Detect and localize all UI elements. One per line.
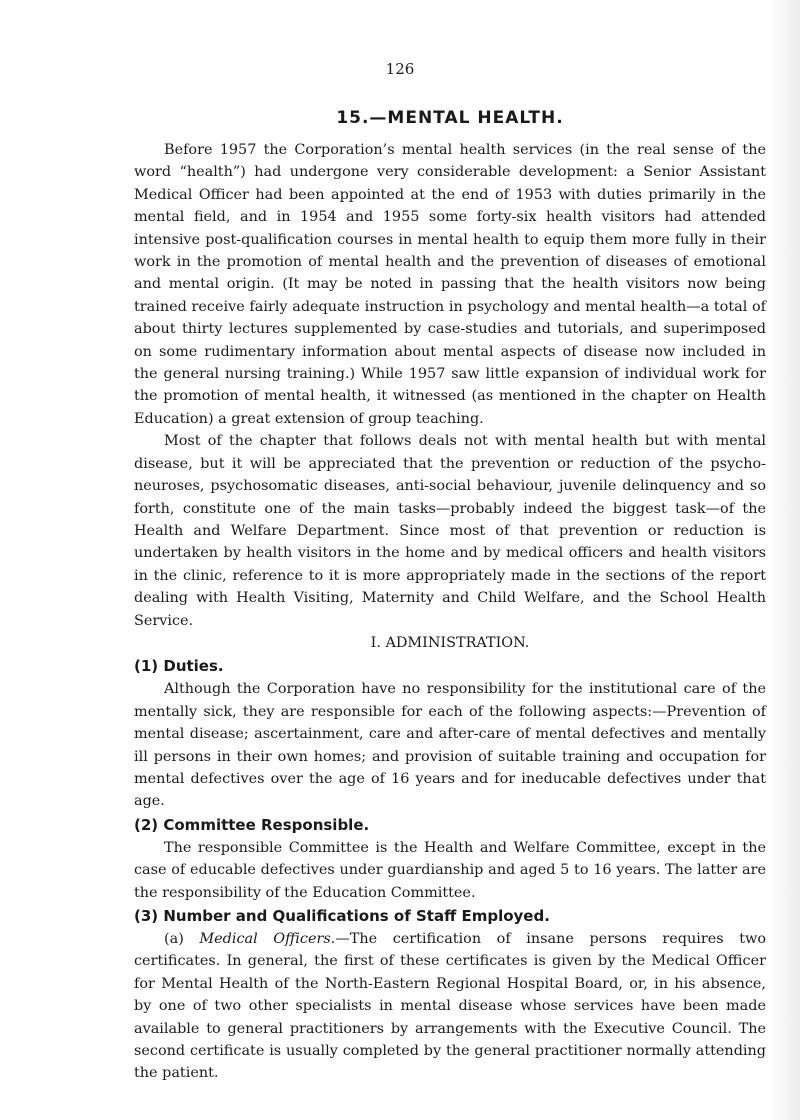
staff-heading: (3) Number and Qualifications of Staff Employed. [134, 907, 550, 925]
committee-heading: (2) Committee Responsible. [134, 815, 370, 834]
staff-item-text: —The certification of insane persons requires two certificates. In general, the first of these certificates is given by the Medical Officer for Mental Health of the North-Eastern Regional Hospital Board, or, in his absence, by one of two other specialists in mental disease whose services have been made available to general practitioners by arrangements with the Executive Council. The second certificate is usually completed by the general practitioner normally attending the patient. [134, 931, 766, 1082]
page-content [134, 108, 766, 1085]
administration-heading: I. ADMINISTRATION. [370, 634, 530, 651]
page-number: 126 [385, 60, 415, 78]
duties-heading: (1) Duties. [134, 657, 224, 676]
committee-paragraph: The responsible Committee is the Health and Welfare Committee, except in the case of educable defectives under guardianship and aged 5 to 16 years. The latter are the responsibility of the Education Committee. [134, 839, 766, 901]
staff-item-title: Medical Officers. [199, 931, 336, 947]
intro-paragraph-1: Before 1957 the Corporation’s mental health services (in the real sense of the word “health”) had undergone very considerable development: a Senior Assistant Medical Officer had been appointed at the end of 1953 with duties primarily in the mental field, and in 1954 and 1955 some forty-six health visitors had attended intensive post-qualification courses in mental health to equip them more fully in their work in the promotion of mental health and the prevention of diseases of emotional and mental origin. (It may be noted in passing that the health visitors now being trained receive fairly adequate instruction in psychology and mental health—a total of about thirty lectures supplemented by case-studies and tutorials, and superimposed on some rudimentary information about mental aspects of disease now included in the general nursing training.) While 1957 saw little expansion of individual work for the promotion of mental health, it witnessed (as mentioned in the chapter on Health Education) a great extension of group teaching. [134, 142, 766, 427]
duties-paragraph: Although the Corporation have no responsibility for the institutional care of the mentally sick, they are responsible for each of the following aspects:—Prevention of mental disease; ascertainment, care and after-care of mental defectives and mentally ill persons in their own homes; and provision of suitable training and occupation for mental defectives over the age of 16 years and for ineducable defectives under that age. [134, 681, 766, 810]
section-title: 15.—MENTAL HEALTH. [336, 108, 564, 128]
intro-paragraph-2: Most of the chapter that follows deals not with mental health but with mental disease, but it will be appreciated that the prevention or reduction of the psycho-neuroses, psychosomatic diseases, anti-social behaviour, juvenile delinquency and so forth, constitute one of the main tasks—probably indeed the biggest task—of the Health and Welfare Department. Since most of that prevention or reduction is undertaken by health visitors in the home and by medical officers and health visitors in the clinic, reference to it is more appropriately made in the sections of the report dealing with Health Visiting, Maternity and Child Welfare, and the School Health Service. [134, 433, 766, 629]
staff-item-label: (a) [164, 931, 184, 947]
staff-paragraph [134, 928, 766, 1085]
